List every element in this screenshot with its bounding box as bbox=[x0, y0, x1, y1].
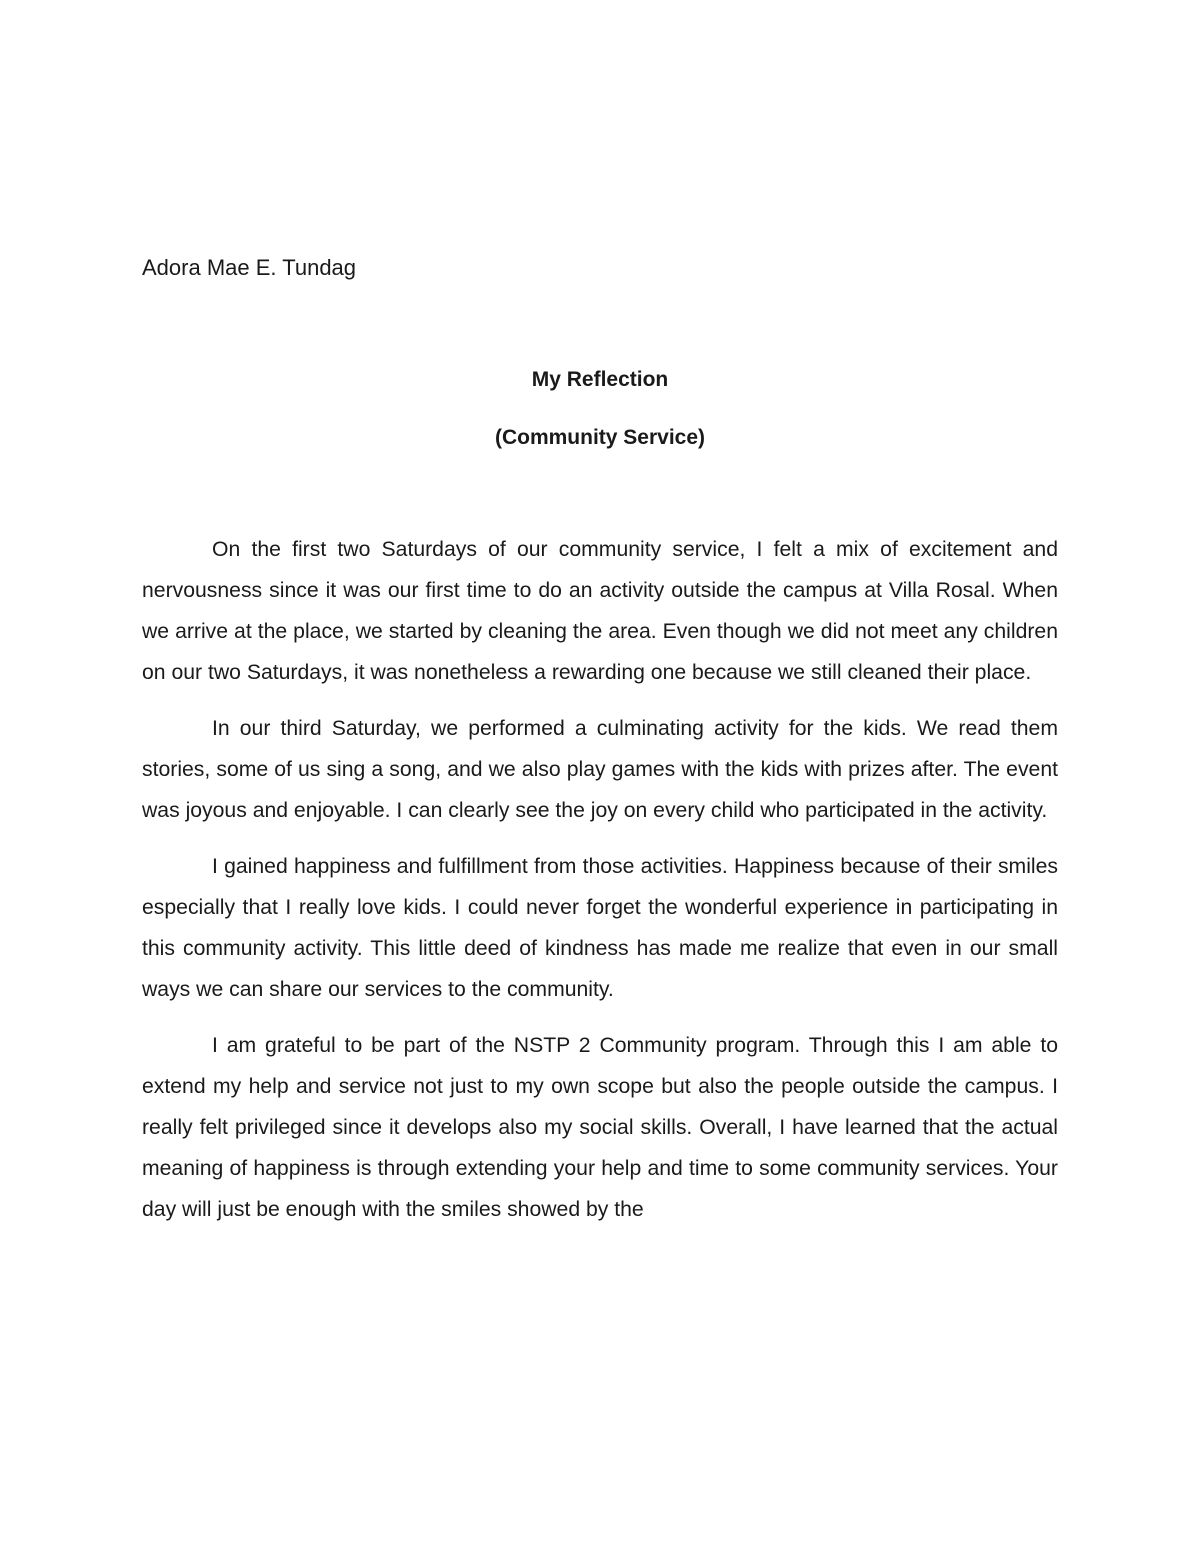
paragraph: In our third Saturday, we performed a culminating activity for the kids. We read them stories, some of us sing a song, and we also play games with the kids with prizes after. The event was joyous and enjoyable. I can clearly see the joy on every child who participated in the activity. bbox=[142, 717, 1058, 822]
author-name: Adora Mae E. Tundag bbox=[142, 255, 357, 280]
document-title: My Reflection bbox=[531, 368, 669, 391]
paragraph: On the first two Saturdays of our community service, I felt a mix of excitement and nervousness since it was our first time to do an activity outside the campus at Villa Rosal. When we arrive at the place, we started by cleaning the area. Even though we did not meet any children on our two Saturdays, it was nonetheless a rewarding one because we still cleaned their place. bbox=[142, 538, 1058, 684]
paragraph: I gained happiness and fulfillment from those activities. Happiness because of their smiles especially that I really love kids. I could never forget the wonderful experience in participating in this community activity. This little deed of kindness has made me realize that even in our small ways we can share our services to the community. bbox=[142, 855, 1058, 1001]
paragraph: I am grateful to be part of the NSTP 2 Community program. Through this I am able to extend my help and service not just to my own scope but also the people outside the campus. I really felt privileged since it develops also my social skills. Overall, I have learned that the actual meaning of happiness is through extending your help and time to some community services. Your day will just be enough with the smiles showed by the bbox=[142, 1034, 1058, 1221]
document-body bbox=[142, 529, 1058, 1245]
document-subtitle: (Community Service) bbox=[494, 426, 706, 449]
